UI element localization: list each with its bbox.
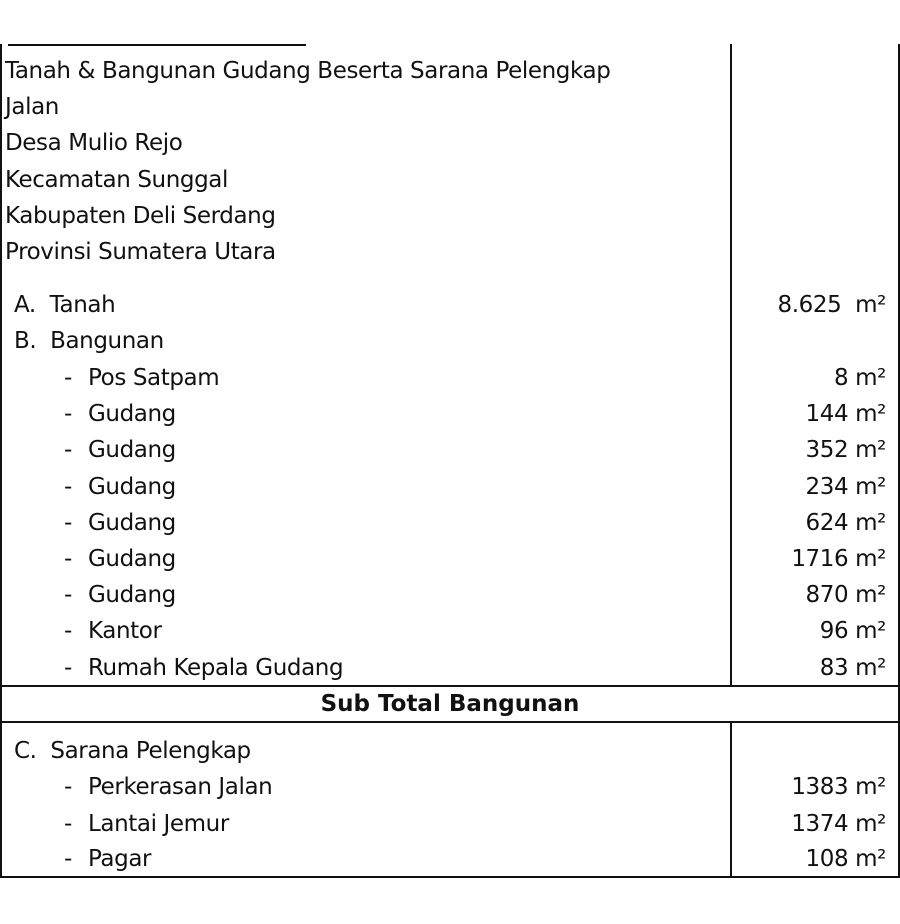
item-value: 624: [805, 510, 849, 536]
list-item: Gudang: [88, 546, 176, 572]
list-item: Kantor: [88, 618, 162, 644]
list-item-value: [791, 773, 886, 801]
item-value: 96: [819, 618, 849, 644]
list-item: Gudang: [88, 474, 176, 500]
section-b-label: B. Bangunan: [14, 328, 164, 354]
list-dash: -: [64, 546, 73, 572]
item-value: 8: [834, 365, 849, 391]
item-unit: m²: [855, 365, 886, 391]
list-dash: -: [64, 618, 73, 644]
header-line-regency: Kabupaten Deli Serdang: [5, 203, 276, 229]
item-value: 234: [805, 474, 849, 500]
list-item-value: [834, 364, 886, 392]
item-value: 1716: [791, 546, 849, 572]
list-dash: -: [64, 510, 73, 536]
list-item-value: [806, 436, 886, 464]
list-item: Gudang: [88, 510, 176, 536]
list-item-value: [806, 581, 886, 609]
item-unit: m²: [855, 846, 886, 872]
list-dash: -: [64, 846, 73, 872]
item-value: 1383: [791, 774, 849, 800]
list-dash: -: [64, 811, 73, 837]
item-unit: m²: [855, 474, 886, 500]
section-a-label: A. Tanah: [14, 292, 116, 318]
subtotal-bottom-rule: [0, 721, 900, 723]
item-value: 83: [819, 655, 849, 681]
list-item: Gudang: [88, 582, 176, 608]
item-unit: m²: [855, 401, 886, 427]
list-dash: -: [64, 655, 73, 681]
item-unit: m²: [855, 655, 886, 681]
header-line-village: Desa Mulio Rejo: [5, 130, 183, 156]
list-item-value: [806, 400, 886, 428]
list-item: Lantai Jemur: [88, 811, 229, 837]
list-item: Pagar: [88, 846, 152, 872]
list-dash: -: [64, 401, 73, 427]
list-dash: -: [64, 365, 73, 391]
item-unit: m²: [855, 618, 886, 644]
section-c-label: C. Sarana Pelengkap: [14, 738, 251, 764]
left-border: [0, 44, 2, 878]
list-item-value: [791, 810, 886, 838]
list-item: Perkerasan Jalan: [88, 774, 273, 800]
item-unit: m²: [855, 546, 886, 572]
item-value: 352: [805, 437, 849, 463]
list-dash: -: [64, 774, 73, 800]
item-value: 1374: [791, 811, 849, 837]
bottom-rule: [0, 876, 900, 878]
list-item-value: [806, 845, 886, 873]
header-line-street: Jalan: [5, 94, 59, 120]
header-line-province: Provinsi Sumatera Utara: [5, 239, 276, 265]
item-unit: m²: [855, 510, 886, 536]
column-divider-upper: [730, 44, 732, 686]
top-rule: [8, 44, 306, 46]
list-item-value: [820, 617, 886, 645]
list-dash: -: [64, 582, 73, 608]
header-line-title: Tanah & Bangunan Gudang Beserta Sarana Pelengkap: [5, 58, 611, 84]
list-item: Pos Satpam: [88, 365, 220, 391]
list-item: Gudang: [88, 401, 176, 427]
item-unit: m²: [855, 582, 886, 608]
list-item-value: [791, 545, 886, 573]
list-item-value: [820, 654, 886, 682]
column-divider-lower: [730, 722, 732, 878]
section-a-unit: m²: [855, 292, 886, 318]
item-unit: m²: [855, 811, 886, 837]
section-a-value: [777, 291, 886, 319]
item-value: 108: [805, 846, 849, 872]
list-dash: -: [64, 474, 73, 500]
list-item: Rumah Kepala Gudang: [88, 655, 344, 681]
list-item-value: [806, 509, 886, 537]
section-a-number: 8.625: [777, 292, 842, 318]
item-unit: m²: [855, 774, 886, 800]
list-dash: -: [64, 437, 73, 463]
subtotal-top-rule: [0, 685, 900, 687]
list-item: Gudang: [88, 437, 176, 463]
subtotal-label: Sub Total Bangunan: [320, 691, 580, 717]
item-unit: m²: [855, 437, 886, 463]
list-item-value: [806, 473, 886, 501]
header-line-district: Kecamatan Sunggal: [5, 167, 228, 193]
item-value: 870: [805, 582, 849, 608]
item-value: 144: [805, 401, 849, 427]
